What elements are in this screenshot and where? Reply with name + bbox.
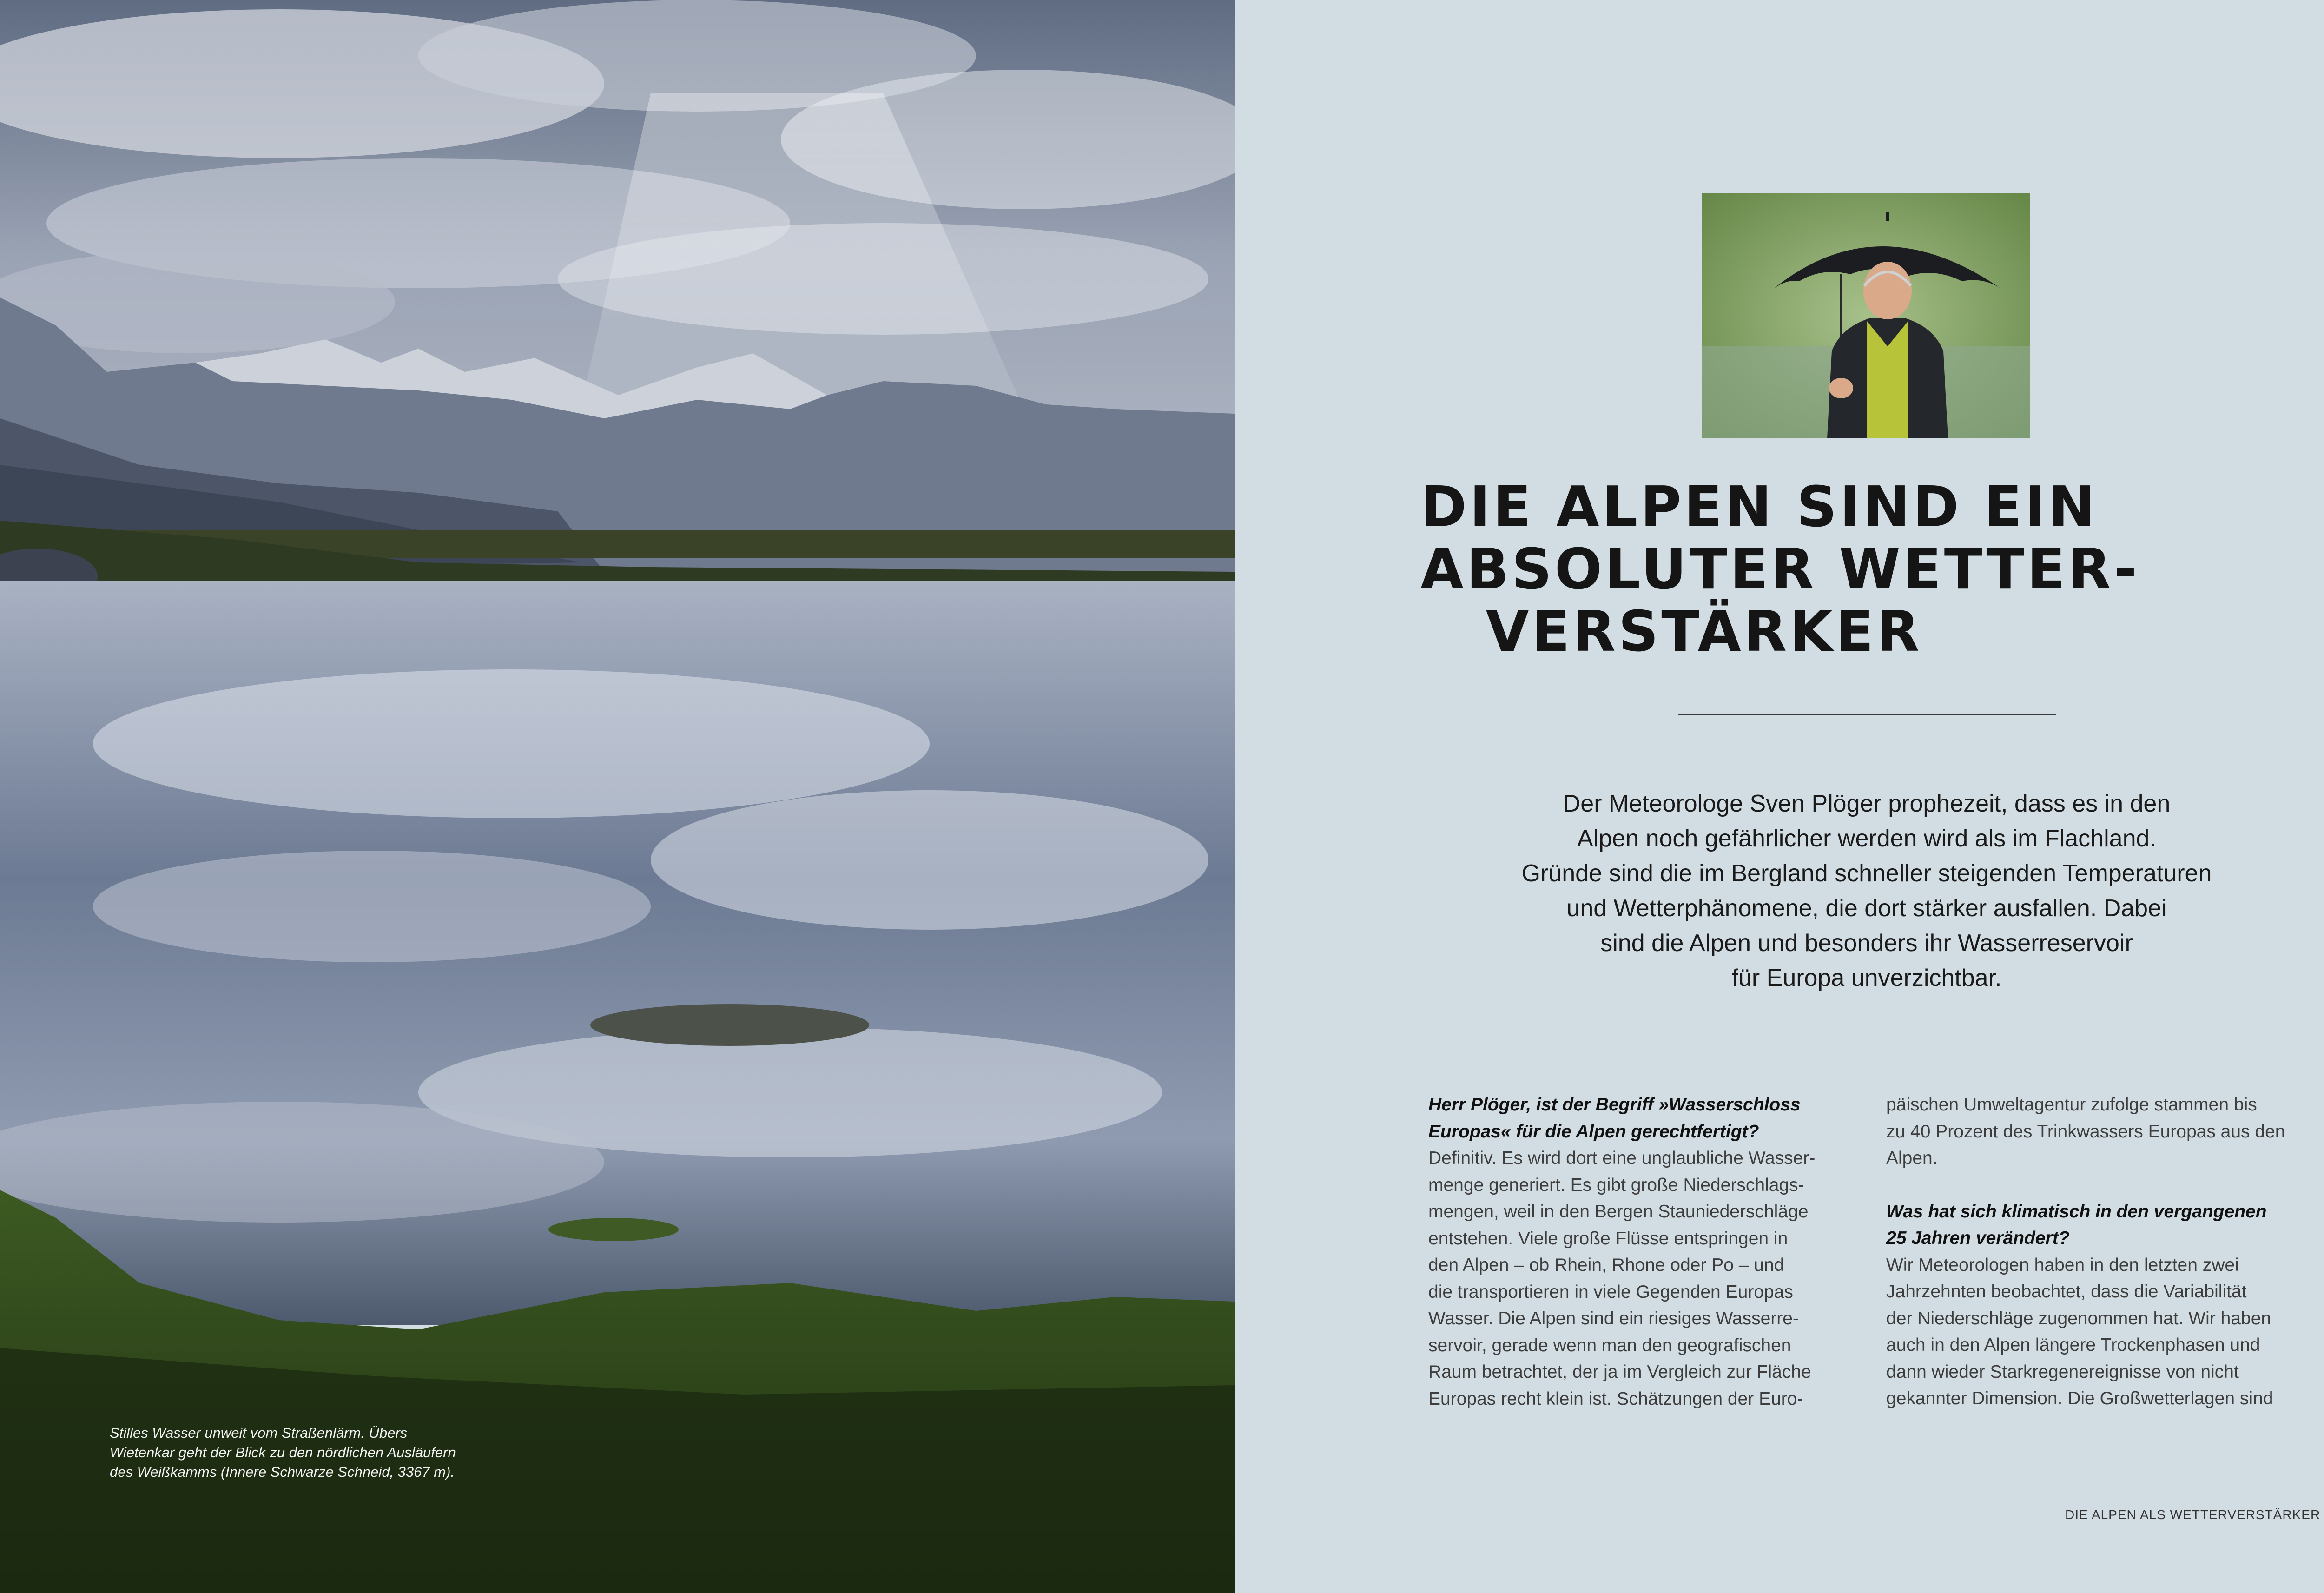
body-line: auch in den Alpen längere Trockenphasen und (1886, 1335, 2260, 1355)
man-with-umbrella-image (1702, 193, 2030, 438)
body-line: mengen, weil in den Bergen Stauniederschläge (1428, 1202, 1809, 1222)
body-line: Wir Meteorologen haben in den letzten zwei (1886, 1255, 2239, 1275)
interview-question: Was hat sich klimatisch in den vergangenen (1886, 1201, 2267, 1222)
body-line: Definitiv. Es wird dort eine unglaubliche Wasser- (1428, 1148, 1816, 1168)
headline-line: VERSTÄRKER (1486, 600, 1922, 664)
body-line: dann wieder Starkregenereignisse von nicht (1886, 1362, 2239, 1382)
body-line: zu 40 Prozent des Trinkwassers Europas aus den (1886, 1121, 2285, 1142)
body-line: Jahrzehnten beobachtet, dass die Variabilität (1886, 1282, 2247, 1302)
paragraph-gap (1886, 1172, 2324, 1198)
body-line: Europas recht klein ist. Schätzungen der Euro- (1428, 1388, 1803, 1409)
body-column-2 (1886, 1091, 2324, 1412)
lead-line: und Wetterphänomene, die dort stärker ausfallen. Dabei (1566, 895, 2167, 922)
body-line: gekannter Dimension. Die Großwetterlagen sind (1886, 1388, 2273, 1408)
interview-question: Europas« für die Alpen gerechtfertigt? (1428, 1121, 1759, 1142)
article-page (1235, 0, 2324, 1593)
body-line: Wasser. Die Alpen sind ein riesiges Wasserre- (1428, 1309, 1799, 1329)
headline-line: ABSOLUTER WETTER- (1420, 537, 2140, 602)
body-line: den Alpen – ob Rhein, Rhone oder Po – und (1428, 1255, 1784, 1275)
portrait-photo (1702, 193, 2030, 438)
body-line: der Niederschläge zugenommen hat. Wir haben (1886, 1308, 2271, 1329)
body-line: entstehen. Viele große Flüsse entspringen in (1428, 1228, 1788, 1249)
article-lead (1458, 787, 2276, 996)
body-line: Raum betrachtet, der ja im Vergleich zur Fläche (1428, 1362, 1811, 1382)
body-line: Alpen. (1886, 1148, 1938, 1168)
headline-divider (1678, 714, 2056, 715)
body-line: die transportieren in viele Gegenden Europas (1428, 1282, 1793, 1302)
interview-question: Herr Plöger, ist der Begriff »Wasserschloss (1428, 1095, 1801, 1115)
lead-line: Der Meteorologe Sven Plöger prophezeit, dass es in den (1563, 790, 2171, 817)
caption-line: des Weißkamms (Innere Schwarze Schneid, 3367 m). (110, 1464, 455, 1480)
caption-line: Wietenkar geht der Blick zu den nördlichen Ausläufern (110, 1444, 456, 1461)
photo-caption (110, 1423, 574, 1482)
body-column-1 (1428, 1091, 1875, 1412)
lead-line: Gründe sind die im Bergland schneller steigenden Temperaturen (1521, 860, 2212, 887)
body-line: servoir, gerade wenn man den geografischen (1428, 1335, 1791, 1355)
headline-line: DIE ALPEN SIND EIN (1420, 475, 2098, 540)
caption-line: Stilles Wasser unweit vom Straßenlärm. Übers (110, 1425, 408, 1441)
running-footer-title: DIE ALPEN ALS WETTERVERSTÄRKER (2065, 1507, 2321, 1522)
body-line: päischen Umweltagentur zufolge stammen bis (1886, 1095, 2257, 1115)
lead-line: für Europa unverzichtbar. (1731, 965, 2002, 991)
body-line: menge generiert. Es gibt große Niederschlags- (1428, 1175, 1804, 1195)
lead-line: Alpen noch gefährlicher werden wird als im Flachland. (1577, 825, 2156, 852)
interview-question: 25 Jahren verändert? (1886, 1228, 2070, 1248)
article-headline (1420, 475, 2140, 664)
lead-line: sind die Alpen und besonders ihr Wasserreservoir (1600, 930, 2133, 957)
